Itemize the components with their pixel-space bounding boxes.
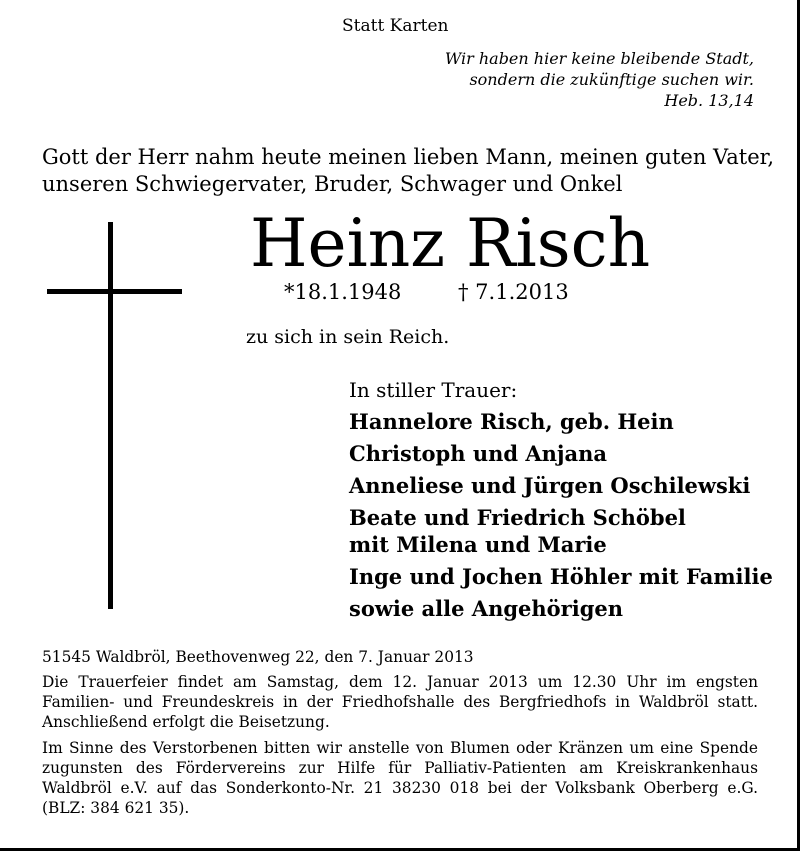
mourner-name: Christoph und Anjana	[349, 441, 607, 466]
ceremony-paragraph: Die Trauerfeier findet am Samstag, dem 12. Januar 2013 um 12.30 Uhr im engsten Familien- und Freundeskreis in der Friedhofshalle des Bergfriedhofs in Waldbröl statt. Anschließend erfolgt die Beisetzung.	[42, 673, 758, 731]
address-line: 51545 Waldbröl, Beethovenweg 22, den 7. Januar 2013	[42, 648, 474, 666]
mourner-name: mit Milena und Marie	[349, 532, 607, 557]
intro-text	[42, 144, 774, 198]
birth-date: *18.1.1948	[284, 280, 402, 304]
mourner-name: Inge und Jochen Höhler mit Familie	[349, 564, 773, 589]
quote-reference: Heb. 13,14	[664, 91, 754, 110]
death-date: † 7.1.2013	[458, 280, 569, 304]
cross-horizontal-bar	[47, 289, 182, 294]
deceased-name: Heinz Risch	[250, 205, 651, 282]
footer-text	[42, 647, 758, 824]
mourner-name: Anneliese und Jürgen Oschilewski	[349, 473, 751, 498]
quote-line-1: Wir haben hier keine bleibende Stadt,	[444, 49, 754, 68]
donation-paragraph: Im Sinne des Verstorbenen bitten wir anstelle von Blumen oder Kränzen um eine Spende zugunsten des Fördervereins zur Hilfe für Palliativ-Patienten am Kreiskrankenhaus Waldbröl e.V. auf das Sonderkonto-Nr. 21 38230 018 bei der Volksbank Oberberg e.G. (BLZ: 384 621 35).	[42, 739, 758, 817]
cross-vertical-bar	[108, 222, 113, 609]
intro-line-1: Gott der Herr nahm heute meinen lieben Mann, meinen guten Vater,	[42, 145, 775, 169]
mourner-name: sowie alle Angehörigen	[349, 596, 624, 621]
header-text: Statt Karten	[342, 16, 449, 36]
mourner-name: Hannelore Risch, geb. Hein	[349, 409, 674, 434]
bible-quote	[445, 48, 754, 111]
closing-phrase: zu sich in sein Reich.	[246, 326, 450, 348]
intro-line-2: unseren Schwiegervater, Bruder, Schwager und Onkel	[42, 172, 623, 196]
quote-line-2: sondern die zukünftige suchen wir.	[469, 70, 754, 89]
mourner-name: Beate und Friedrich Schöbel	[349, 505, 686, 530]
mourners-list	[349, 408, 773, 622]
life-dates	[284, 280, 569, 304]
mourners-label: In stiller Trauer:	[349, 378, 518, 402]
